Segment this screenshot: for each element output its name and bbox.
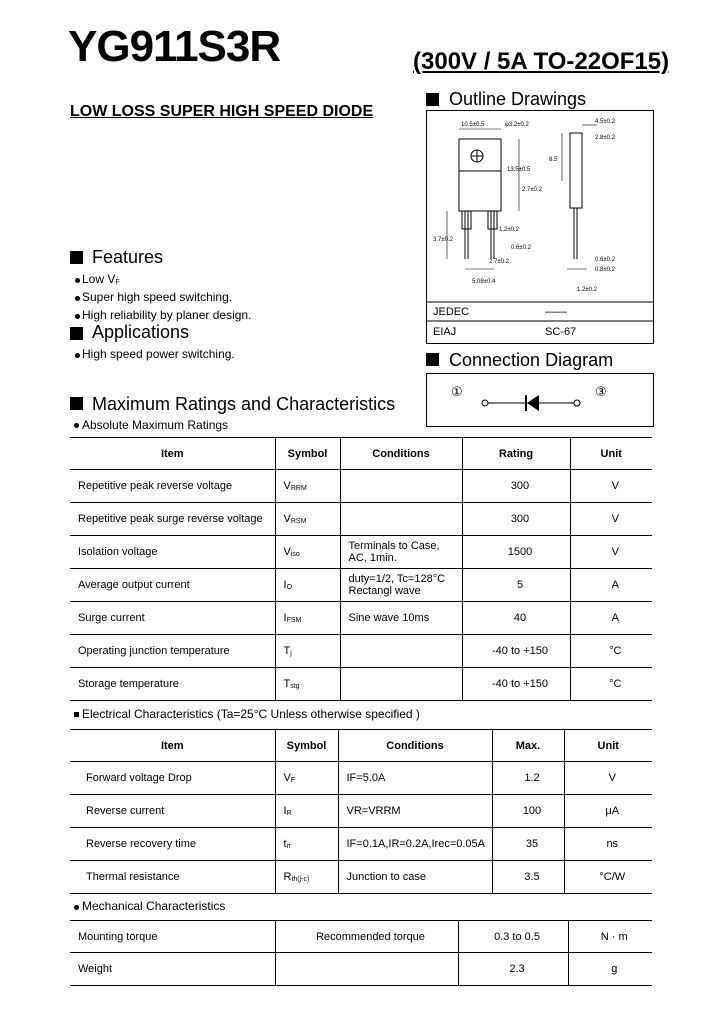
bullet-icon xyxy=(74,712,79,717)
dim-label: 0.8±0.2 xyxy=(595,267,615,273)
mechanical-table xyxy=(70,920,652,986)
max-ratings-table xyxy=(70,437,652,701)
cell-rating: -40 to +150 xyxy=(462,668,570,701)
bullet-icon xyxy=(74,423,79,428)
dim-label: 3.7±0.2 xyxy=(433,237,453,243)
table-row xyxy=(70,470,652,503)
cell-item: Repetitive peak surge reverse voltage xyxy=(70,503,275,536)
electrical-table xyxy=(70,729,652,894)
table-row xyxy=(70,921,652,953)
dim-label: 4.5±0.2 xyxy=(595,119,615,125)
cell-conditions: duty=1/2, Tc=128°C Rectangl wave xyxy=(340,569,462,602)
electrical-heading: Electrical Characteristics (Ta=25°C Unless otherwise specified ) xyxy=(82,707,420,721)
feature-item: Low VF xyxy=(82,272,120,286)
cell-unit: A xyxy=(570,602,652,635)
col-header: Symbol xyxy=(275,438,340,470)
cell-item: Reverse current xyxy=(70,795,275,828)
eiaj-label: EIAJ xyxy=(433,326,457,338)
cell-value: 0.3 to 0.5 xyxy=(458,921,568,953)
feature-item: High reliability by planer design. xyxy=(82,308,252,322)
cell-item: Isolation voltage xyxy=(70,536,275,569)
cell-unit: μA xyxy=(564,795,652,828)
cell-item: Mounting torque xyxy=(70,921,275,953)
cell-max: 100 xyxy=(492,795,564,828)
col-header: Unit xyxy=(570,438,652,470)
square-bullet-icon xyxy=(426,93,439,106)
cell-symbol: IR xyxy=(275,795,338,828)
pin1-label: ① xyxy=(451,384,463,399)
package-body-front xyxy=(459,139,501,211)
cell-conditions: IF=0.1A,IR=0.2A,Irec=0.05A xyxy=(338,828,492,861)
cell-conditions xyxy=(340,470,462,503)
cell-conditions: IF=5.0A xyxy=(338,762,492,795)
col-header: Conditions xyxy=(340,438,462,470)
tagline: LOW LOSS SUPER HIGH SPEED DIODE xyxy=(70,103,374,120)
cell-value: 2.3 xyxy=(458,953,568,986)
col-header: Symbol xyxy=(275,730,338,762)
col-header: Item xyxy=(70,730,275,762)
dim-label: 1.2±0.2 xyxy=(577,287,597,293)
application-item: High speed power switching. xyxy=(82,347,235,361)
cell-item: Storage temperature xyxy=(70,668,275,701)
cell-conditions: VR=VRRM xyxy=(338,795,492,828)
bullet-icon xyxy=(75,314,80,319)
cell-symbol: trr xyxy=(275,828,338,861)
table-row xyxy=(70,828,652,861)
cell-conditions xyxy=(340,668,462,701)
cell-unit: V xyxy=(570,470,652,503)
cell-unit: g xyxy=(568,953,652,986)
bullet-icon xyxy=(75,278,80,283)
cell-rating: 300 xyxy=(462,503,570,536)
square-bullet-icon xyxy=(70,327,83,340)
dim-label: 2.7±0.2 xyxy=(489,259,509,265)
cell-symbol: Tstg xyxy=(275,668,340,701)
cell-unit: V xyxy=(570,503,652,536)
part-number: YG911S3R xyxy=(68,22,281,71)
col-header: Unit xyxy=(564,730,652,762)
cell-symbol: VRSM xyxy=(275,503,340,536)
cell-unit: °C xyxy=(570,635,652,668)
connection-diagram-box xyxy=(426,373,654,427)
square-bullet-icon xyxy=(70,251,83,264)
col-header: Item xyxy=(70,438,275,470)
pin3-label: ③ xyxy=(595,384,607,399)
dim-label: φ3.2±0.2 xyxy=(505,122,529,128)
max-ratings-heading: Maximum Ratings and Characteristics xyxy=(92,394,396,414)
dim-label: 1.2±0.2 xyxy=(499,227,519,233)
cell-conditions: Terminals to Case, AC, 1min. xyxy=(340,536,462,569)
cell-rating: 1500 xyxy=(462,536,570,569)
features-heading: Features xyxy=(92,247,164,267)
table-header-row xyxy=(70,438,652,470)
dim-label: 0.6±0.2 xyxy=(511,245,531,251)
table-row xyxy=(70,635,652,668)
cell-item: Reverse recovery time xyxy=(70,828,275,861)
table-header-row xyxy=(70,730,652,762)
cell-rating: 40 xyxy=(462,602,570,635)
col-header: Max. xyxy=(492,730,564,762)
dim-label: 8.5 xyxy=(549,157,558,163)
cell-item: Repetitive peak reverse voltage xyxy=(70,470,275,503)
cell-unit: °C/W xyxy=(564,861,652,894)
feature-item: Super high speed switching. xyxy=(82,290,233,304)
cell-unit: V xyxy=(570,536,652,569)
square-bullet-icon xyxy=(70,397,83,410)
table-row xyxy=(70,762,652,795)
dim-label: 2.7±0.2 xyxy=(522,187,542,193)
cell-symbol: Tj xyxy=(275,635,340,668)
eiaj-value: SC-67 xyxy=(545,326,577,338)
package-body-side xyxy=(570,133,582,208)
table-row xyxy=(70,861,652,894)
table-row xyxy=(70,536,652,569)
table-row xyxy=(70,569,652,602)
dim-label: 2.8±0.2 xyxy=(595,135,615,141)
cell-conditions xyxy=(340,503,462,536)
connection-heading: Connection Diagram xyxy=(449,350,614,370)
cell-conditions: Sine wave 10ms xyxy=(340,602,462,635)
cell-max: 1.2 xyxy=(492,762,564,795)
dim-label: 13.5±0.5 xyxy=(507,167,531,173)
mechanical-heading: Mechanical Characteristics xyxy=(82,899,226,913)
cell-conditions xyxy=(275,953,458,986)
cell-item: Surge current xyxy=(70,602,275,635)
cell-max: 35 xyxy=(492,828,564,861)
cell-unit: V xyxy=(564,762,652,795)
outline-drawing-box xyxy=(426,110,654,344)
cell-symbol: VRRM xyxy=(275,470,340,503)
table-row xyxy=(70,953,652,986)
dim-label: 10.5±0.5 xyxy=(461,122,485,128)
cell-rating: -40 to +150 xyxy=(462,635,570,668)
diode-symbol xyxy=(427,374,653,426)
cell-symbol: Rth(j-c) xyxy=(275,861,338,894)
cell-rating: 5 xyxy=(462,569,570,602)
table-row xyxy=(70,795,652,828)
jedec-label: JEDEC xyxy=(433,306,470,318)
cell-symbol: IFSM xyxy=(275,602,340,635)
cell-symbol: VF xyxy=(275,762,338,795)
cell-item: Forward voltage Drop xyxy=(70,762,275,795)
cell-item: Weight xyxy=(70,953,275,986)
cell-symbol: Viso xyxy=(275,536,340,569)
cell-unit: ns xyxy=(564,828,652,861)
cell-item: Operating junction temperature xyxy=(70,635,275,668)
table-row xyxy=(70,503,652,536)
cell-unit: N · m xyxy=(568,921,652,953)
cell-item: Thermal resistance xyxy=(70,861,275,894)
bullet-icon xyxy=(75,296,80,301)
dim-label: 0.6±0.2 xyxy=(595,257,615,263)
rating-summary: (300V / 5A TO-22OF15) xyxy=(413,48,670,75)
table-row xyxy=(70,602,652,635)
cell-unit: A xyxy=(570,569,652,602)
max-ratings-subheading: Absolute Maximum Ratings xyxy=(82,418,229,432)
applications-heading: Applications xyxy=(92,322,190,342)
col-header: Conditions xyxy=(338,730,492,762)
jedec-value: —— xyxy=(545,306,567,318)
cell-conditions xyxy=(340,635,462,668)
cell-item: Average output current xyxy=(70,569,275,602)
cell-max: 3.5 xyxy=(492,861,564,894)
dim-label: 5.08±0.4 xyxy=(472,279,496,285)
col-header: Rating xyxy=(462,438,570,470)
bullet-icon xyxy=(74,905,79,910)
cell-rating: 300 xyxy=(462,470,570,503)
cell-symbol: IO xyxy=(275,569,340,602)
cell-unit: °C xyxy=(570,668,652,701)
cell-conditions: Junction to case xyxy=(338,861,492,894)
table-row xyxy=(70,668,652,701)
outline-heading: Outline Drawings xyxy=(449,89,587,109)
bullet-icon xyxy=(75,353,80,358)
cell-conditions: Recommended torque xyxy=(275,921,458,953)
square-bullet-icon xyxy=(426,353,439,366)
